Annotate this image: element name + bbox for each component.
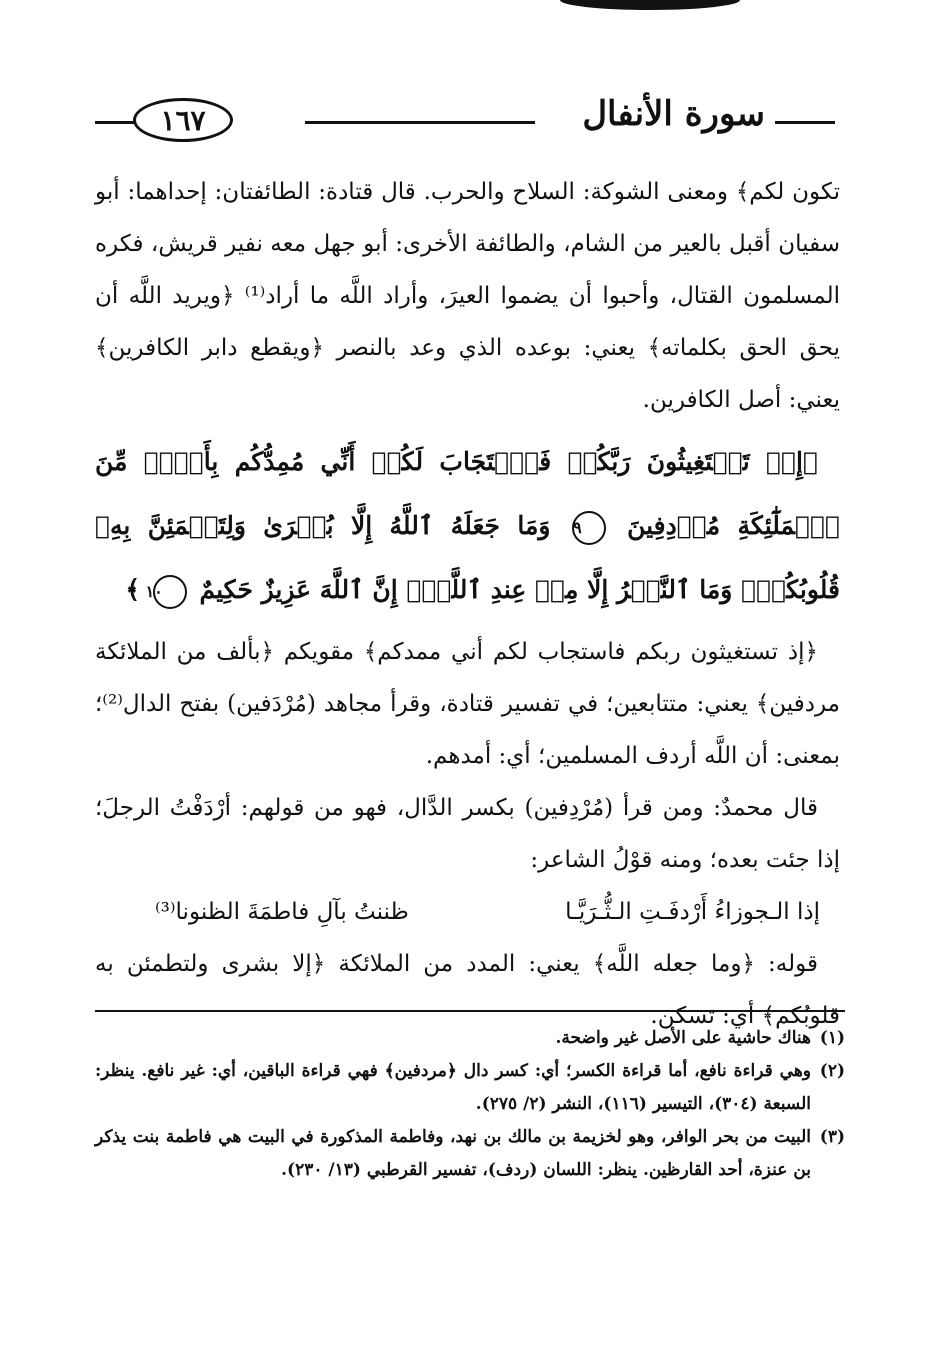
quran-text: ﴿إِذۡ تَسۡتَغِيثُونَ رَبَّكُمۡ فَٱسۡتَجَابَ لَكُمۡ أَنِّي مُمِدُّكُم بِأَلۡفٖ مِّنَ ٱلۡمَلَٰٓئِكَةِ مُرۡدِفِينَ <box>95 447 840 540</box>
footnote-number: (١) <box>819 1028 845 1048</box>
sura-title: سورة الأنفال <box>582 94 765 134</box>
footnotes <box>95 1022 845 1187</box>
header-rule <box>95 121 135 124</box>
footnote <box>95 1022 845 1055</box>
page-number: ١٦٧ <box>133 98 233 142</box>
footnote-text: هناك حاشية على الأصل غير واضحة. <box>555 1028 811 1048</box>
quran-verses <box>95 430 840 622</box>
poem-hemistich-second: ظننتُ بآلِ فاطمَةَ الظنونا⁽³⁾ <box>155 899 409 925</box>
scan-smudge <box>560 0 740 10</box>
footnote-number: (٣) <box>819 1127 845 1147</box>
footnote <box>95 1121 845 1187</box>
footnote-number: (٢) <box>819 1061 845 1081</box>
footnote <box>95 1055 845 1121</box>
poem-hemistich-first: إذا الـجوزاءُ أَرْدفَـتِ الـثُّـرَيَّـا <box>565 899 820 925</box>
paragraph: قال محمدٌ: ومن قرأ (مُرْدِفين) بكسر الدَّال، فهو من قولهم: أرْدَفْتُ الرجلَ؛ إذا جئت بعده؛ ومنه قوْلُ الشاعر: <box>95 795 840 873</box>
verse-number-badge: ٩ <box>572 511 606 545</box>
quran-bracket: ﴾ <box>125 575 141 604</box>
page-body <box>95 166 840 1042</box>
footnote-separator <box>95 1010 845 1012</box>
header-rule <box>775 121 835 124</box>
paragraph: قوله: ﴿وما جعله اللَّه﴾ يعني: المدد من الملائكة ﴿إلا بشرى ولتطمئن به قلوبُكم﴾ أي: تسكن. <box>95 951 840 1029</box>
verse-number-badge: ١٠ <box>153 575 187 609</box>
paragraph: ﴿إذ تستغيثون ربكم فاستجاب لكم أني ممدكم﴾ مقويكم ﴿بألف من الملائكة مردفين﴾ يعني: متتابعين؛ في تفسير قتادة، وقرأ مجاهد (مُرْدَفين) بفتح الدال⁽²⁾؛ بمعنى: أن اللَّه أردف المسلمين؛ أي: أمدهم. <box>95 639 840 769</box>
footnote-text: البيت من بحر الوافر، وهو لخزيمة بن مالك بن نهد، وفاطمة المذكورة في البيت هي فاطمة بنت يذكر بن عنزة، أحد القارظين. ينظر: اللسان (ردف)، تفسير القرطبي (١٣/ ٢٣٠). <box>95 1127 811 1180</box>
paragraph: تكون لكم﴾ ومعنى الشوكة: السلاح والحرب. قال قتادة: الطائفتان: إحداهما: أبو سفيان أقبل بالعير من الشام، والطائفة الأخرى: أبو جهل معه نفير قريش، فكره المسلمون القتال، وأحبوا أن يضموا العيرَ، وأراد اللَّه ما أراد⁽¹⁾ ﴿ويريد اللَّه أن يحق الحق بكلماته﴾ يعني: بوعده الذي وعد بالنصر ﴿ويقطع دابر الكافرين﴾ يعني: أصل الكافرين. <box>95 179 841 413</box>
footnote-text: وهي قراءة نافع، أما قراءة الكسر؛ أي: كسر دال ﴿مردفين﴾ فهي قراءة الباقين، أي: غير نافع. ينظر: السبعة (٣٠٤)، التيسير (١١٦)، النشر (٢/ ٢٧٥). <box>95 1061 811 1114</box>
quran-text: وَمَا جَعَلَهُ ٱللَّهُ إِلَّا بُشۡرَىٰ وَلِتَطۡمَئِنَّ بِهِۦ قُلُوبُكُمۡۚ وَمَا ٱلنَّصۡرُ إِلَّا مِنۡ عِندِ ٱللَّهِۚ إِنَّ ٱللَّهَ عَزِيزٌ حَكِيمٌ <box>95 511 840 604</box>
header-rule <box>305 121 535 124</box>
page-header <box>95 92 835 152</box>
poem-verse <box>95 886 840 938</box>
